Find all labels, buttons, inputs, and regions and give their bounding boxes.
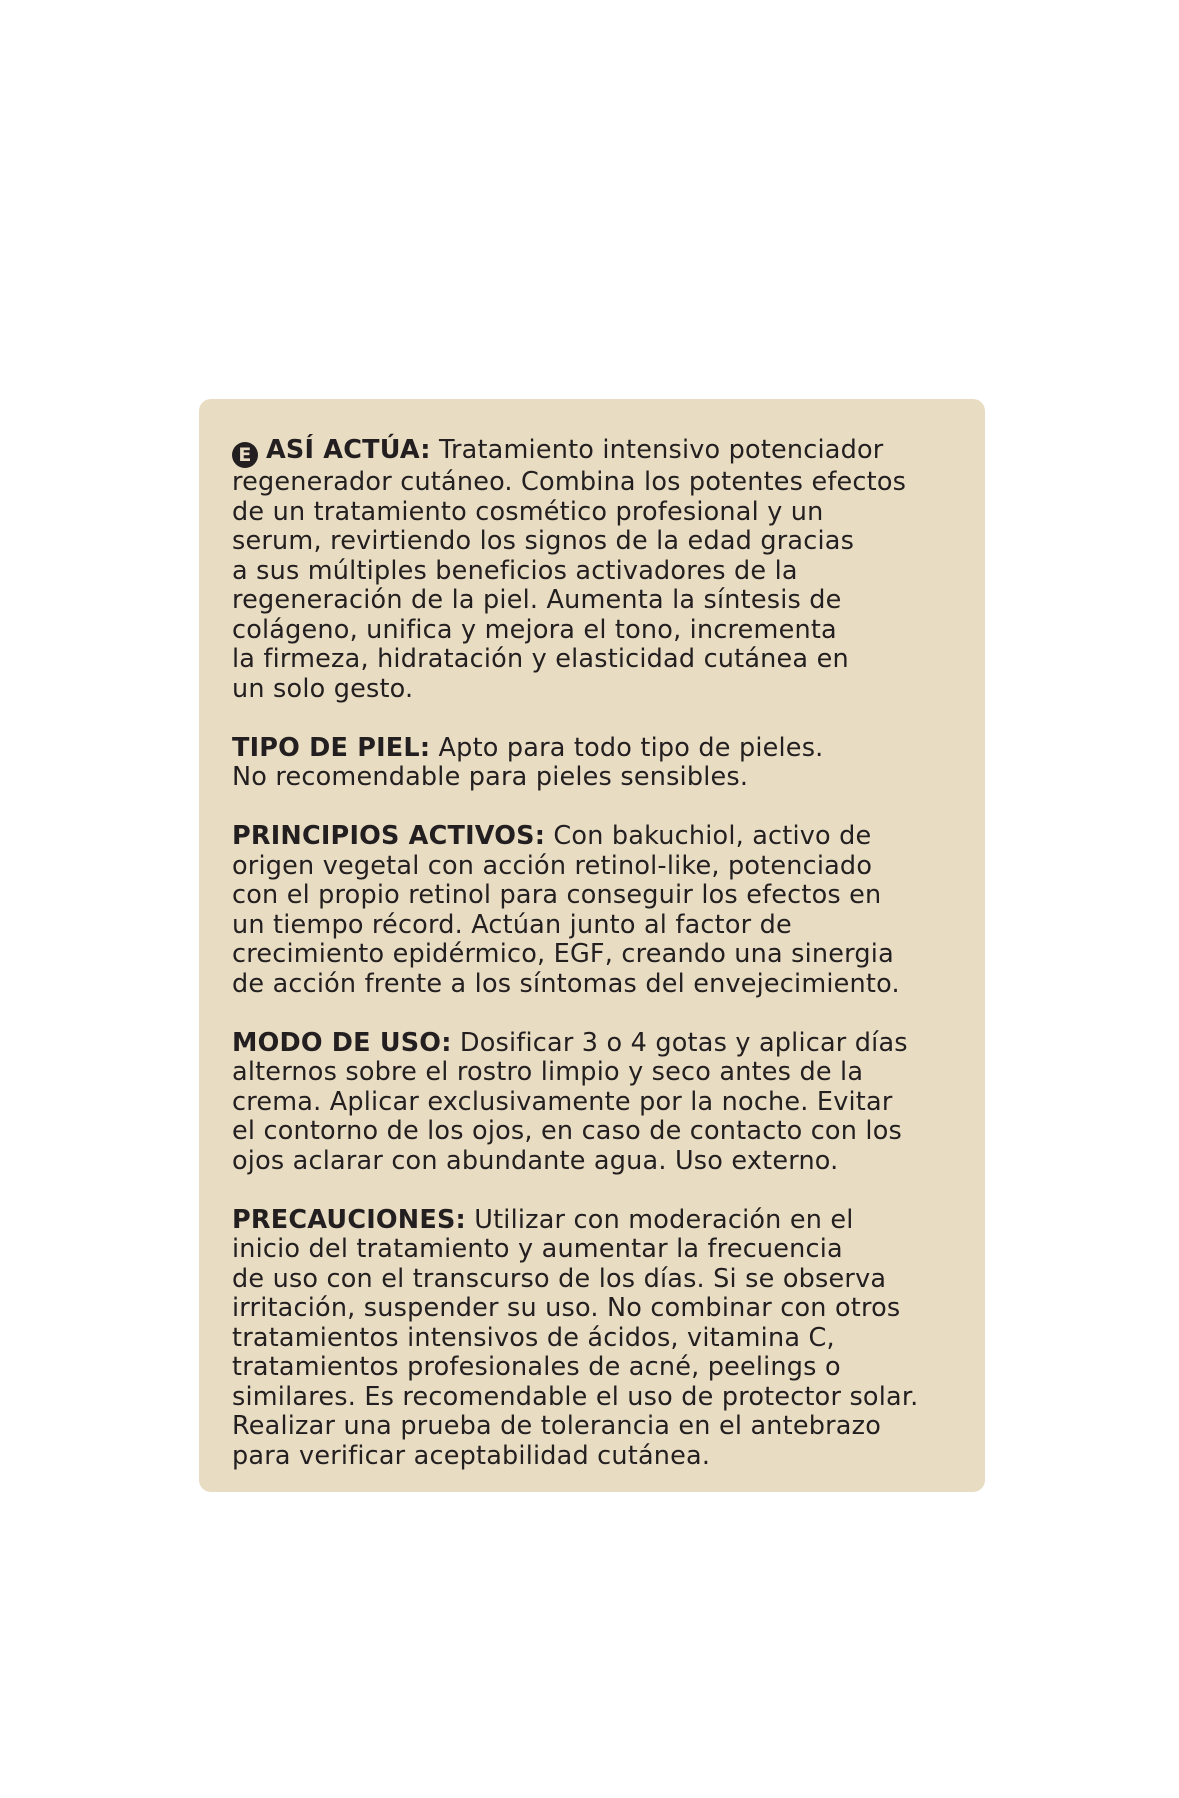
section-modo-de-uso [232, 1029, 972, 1177]
text-line [232, 436, 972, 468]
text-line: inicio del tratamiento y aumentar la frecuencia [232, 1234, 843, 1264]
text-line: ojos aclarar con abundante agua. Uso externo. [232, 1145, 839, 1176]
text-line: colágeno, unifica y mejora el tono, incrementa [232, 614, 837, 645]
text-line: Realizar una prueba de tolerancia en el antebrazo [232, 1411, 882, 1441]
text-line: tratamientos intensivos de ácidos, vitamina C, [232, 1322, 835, 1353]
text-line: a sus múltiples beneficios activadores de la [232, 555, 798, 586]
text-line: de uso con el transcurso de los días. Si se observa [232, 1263, 887, 1294]
text-line: origen vegetal con acción retinol-like, potenciado [232, 850, 873, 881]
section-text: Con bakuchiol, activo de [545, 821, 872, 851]
text-line: un solo gesto. [232, 673, 414, 704]
section-text: Dosificar 3 o 4 gotas y aplicar días [451, 1027, 908, 1058]
section-heading: MODO DE USO: [232, 1027, 452, 1058]
text-line: alternos sobre el rostro limpio y seco antes de la [232, 1057, 864, 1087]
section-text: Apto para todo tipo de pieles. [430, 732, 824, 763]
text-line: de un tratamiento cosmético profesional y un [232, 496, 824, 527]
text-line: tratamientos profesionales de acné, peelings o [232, 1352, 841, 1382]
section-precauciones [232, 1206, 972, 1472]
text-line [232, 1029, 972, 1059]
section-tipo-de-piel [232, 734, 972, 793]
text-line: la firmeza, hidratación y elasticidad cutánea en [232, 644, 849, 674]
language-e-icon: E [232, 442, 258, 468]
text-line: crecimiento epidérmico, EGF, creando una sinergia [232, 939, 894, 969]
text-line [232, 734, 972, 764]
text-line [232, 822, 972, 852]
section-text: Utilizar con moderación en el [465, 1204, 854, 1235]
section-asi-actua [232, 436, 972, 704]
section-heading: PRINCIPIOS ACTIVOS: [232, 821, 546, 851]
section-heading: TIPO DE PIEL: [232, 732, 431, 763]
product-info-text [232, 436, 972, 1471]
text-line: irritación, suspender su uso. No combinar con otros [232, 1293, 901, 1323]
text-line: serum, revirtiendo los signos de la edad gracias [232, 526, 855, 556]
text-line: regenerador cutáneo. Combina los potentes efectos [232, 467, 907, 497]
section-heading: ASÍ ACTÚA: [266, 435, 431, 465]
text-line: el contorno de los ojos, en caso de contacto con los [232, 1116, 902, 1146]
text-line: un tiempo récord. Actúan junto al factor de [232, 909, 792, 940]
section-heading: PRECAUCIONES: [232, 1204, 466, 1235]
text-line: para verificar aceptabilidad cutánea. [232, 1440, 711, 1471]
text-line: regeneración de la piel. Aumenta la síntesis de [232, 585, 842, 615]
text-line: similares. Es recomendable el uso de protector solar. [232, 1381, 919, 1412]
text-line: con el propio retinol para conseguir los efectos en [232, 880, 882, 910]
section-principios-activos [232, 822, 972, 999]
text-line: No recomendable para pieles sensibles. [232, 762, 749, 792]
text-line: crema. Aplicar exclusivamente por la noche. Evitar [232, 1086, 893, 1117]
section-text: Tratamiento intensivo potenciador [430, 435, 884, 465]
text-line: de acción frente a los síntomas del envejecimiento. [232, 968, 900, 999]
text-line [232, 1206, 972, 1236]
